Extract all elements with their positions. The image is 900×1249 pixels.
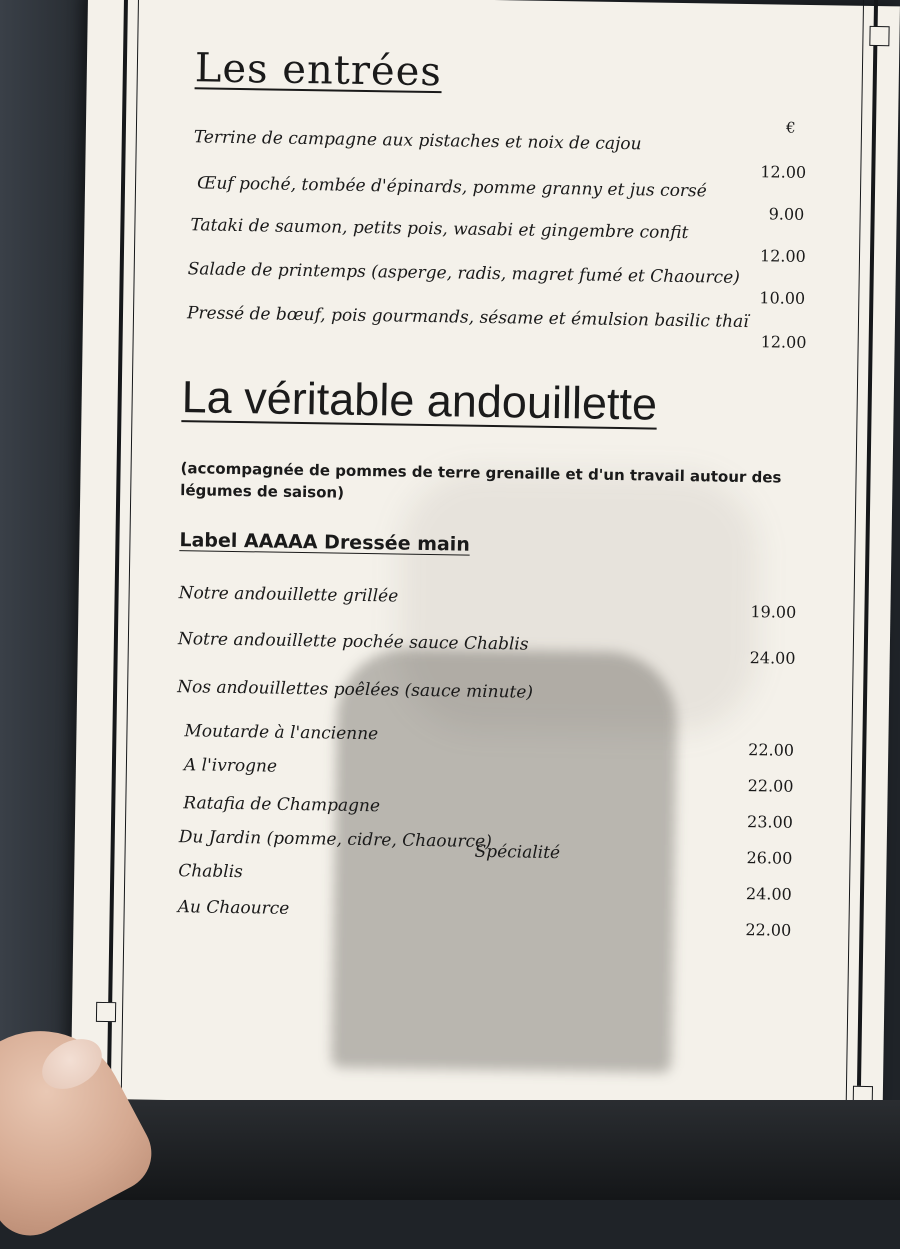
sauce-item-price: 22.00 bbox=[748, 740, 795, 760]
menu-item-price: 9.00 bbox=[768, 204, 805, 224]
menu-item-name: Notre andouillette pochée sauce Chablis bbox=[177, 629, 529, 655]
specialite-tag: Spécialité bbox=[474, 841, 561, 864]
sauce-item-name: Moutarde à l'ancienne bbox=[184, 721, 379, 745]
sauce-item-price: 24.00 bbox=[745, 884, 792, 904]
sauce-item-name: Au Chaource bbox=[177, 897, 290, 919]
menu-item-name: Terrine de campagne aux pistaches et noix de cajou bbox=[193, 127, 642, 155]
menu-item-price: 10.00 bbox=[759, 288, 806, 308]
border-corner bbox=[96, 1002, 116, 1022]
border-corner bbox=[869, 26, 889, 46]
section-title-entrees: Les entrées bbox=[194, 45, 443, 96]
menu-item-name: Notre andouillette grillée bbox=[178, 583, 399, 607]
menu-page bbox=[70, 0, 900, 1156]
menu-item-name: Salade de printemps (asperge, radis, magret fumé et Chaource) bbox=[187, 259, 741, 288]
sauce-item-name: Ratafia de Champagne bbox=[183, 793, 381, 817]
sauce-item-price: 26.00 bbox=[746, 848, 793, 868]
menu-item-name: Nos andouillettes poêlées (sauce minute) bbox=[177, 677, 534, 703]
menu-item-name: Œuf poché, tombée d'épinards, pomme granny et jus corsé bbox=[196, 173, 707, 202]
menu-item-price: 24.00 bbox=[749, 648, 796, 668]
sauce-item-price: 22.00 bbox=[747, 776, 794, 796]
currency-symbol: € bbox=[785, 118, 796, 137]
menu-item-price: 12.00 bbox=[760, 332, 807, 352]
menu-item-price: 12.00 bbox=[760, 162, 807, 182]
menu-item-price: 19.00 bbox=[750, 602, 797, 622]
menu-item-price: 12.00 bbox=[759, 246, 806, 266]
sauce-item-name: Du Jardin (pomme, cidre, Chaource) bbox=[178, 827, 492, 853]
sauce-item-name: Chablis bbox=[178, 861, 244, 883]
menu-content bbox=[177, 35, 818, 940]
menu-item-name: Pressé de bœuf, pois gourmands, sésame et émulsion basilic thaï bbox=[186, 303, 749, 333]
section-note: (accompagnée de pommes de terre grenaille et d'un travail autour des légumes de saison) bbox=[180, 459, 782, 502]
sauce-item-price: 23.00 bbox=[746, 812, 794, 832]
sauce-item-name: A l'ivrogne bbox=[183, 755, 278, 777]
sauce-item-price: 22.00 bbox=[745, 920, 792, 940]
section-title-andouillette: La véritable andouillette bbox=[181, 371, 658, 430]
menu-item-name: Tataki de saumon, petits pois, wasabi et gingembre confit bbox=[190, 215, 689, 244]
label-subtitle: Label AAAAA Dressée main bbox=[179, 529, 470, 556]
